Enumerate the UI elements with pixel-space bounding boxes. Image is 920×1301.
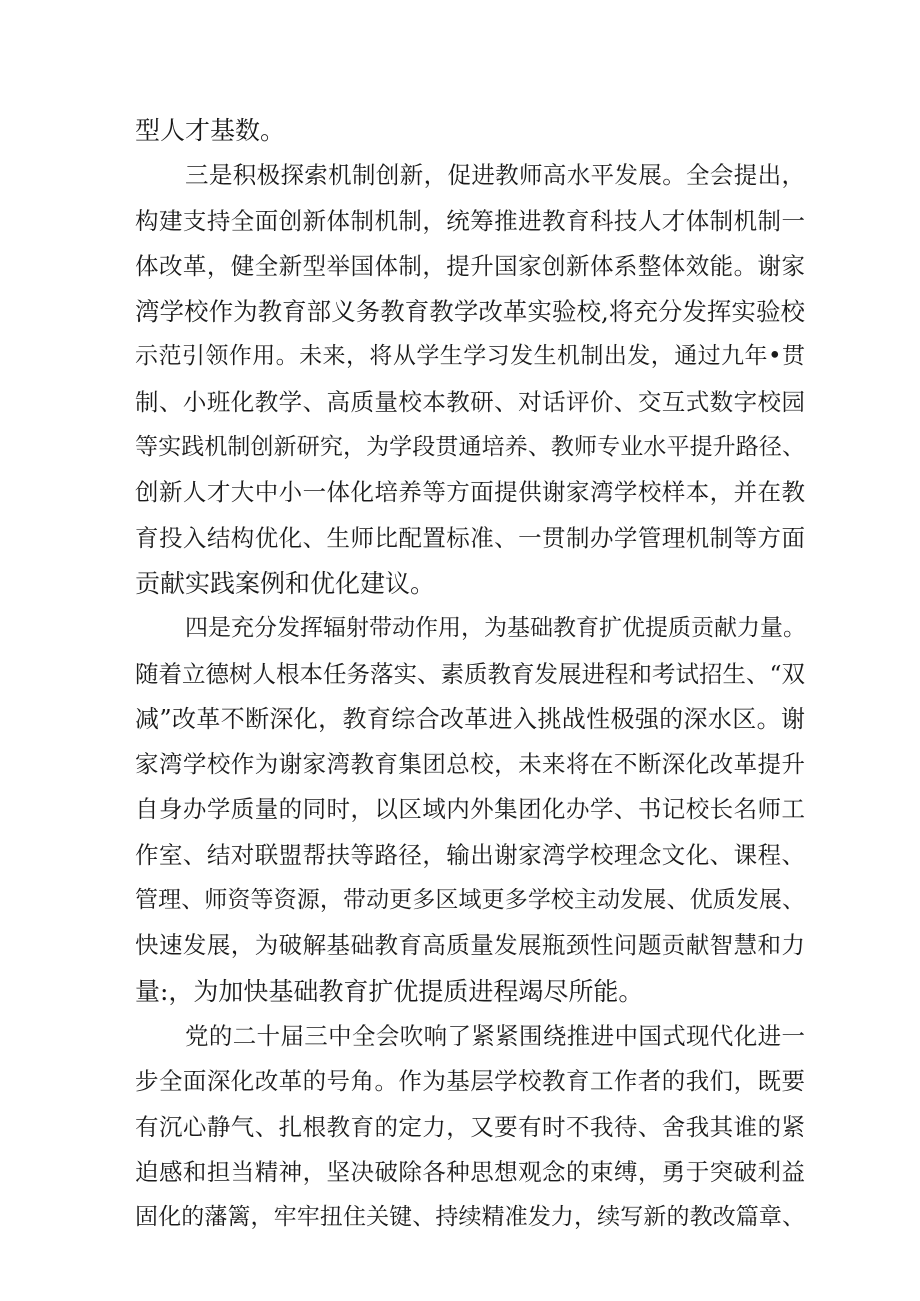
text-line: 随着立德树人根本任务落实、素质教育发展进程和考试招生、“双 bbox=[135, 659, 806, 688]
body-text bbox=[135, 108, 805, 1240]
text-line: 等实践机制创新研究，为学段贯通培养、教师专业水平提升路径、 bbox=[135, 434, 805, 461]
text-line: 构建支持全面创新体制机制，统筹推进教育科技人才体制机制一 bbox=[135, 206, 805, 235]
text-line: 有沉心静气、扎根教育的定力，又要有时不我待、舍我其谁的紧 bbox=[135, 1112, 805, 1141]
text-line: 型人才基数。 bbox=[135, 116, 286, 145]
text-line: 迫感和担当精神，坚决破除各种思想观念的束缚，勇于突破利益 bbox=[135, 1157, 805, 1186]
text-line: 示范引领作用。未来，将从学生学习发生机制出发，通过九年•贯 bbox=[135, 343, 805, 370]
text-line: 体改革，健全新型举国体制，提升国家创新体系整体效能。谢家 bbox=[135, 251, 805, 280]
paragraph-first-line: 三是积极探索机制创新，促进教师高水平发展。全会提出， bbox=[185, 161, 805, 190]
text-line: 步全面深化改革的号角。作为基层学校教育工作者的我们，既要 bbox=[135, 1067, 805, 1096]
text-line: 快速发展，为破解基础教育高质量发展瓶颈性问题贡献智慧和力 bbox=[135, 931, 805, 960]
text-line: 家湾学校作为谢家湾教育集团总校，未来将在不断深化改革提升 bbox=[135, 750, 805, 779]
text-line: 管理、师资等资源，带动更多区域更多学校主动发展、优质发展、 bbox=[135, 887, 805, 914]
text-line: 作室、结对联盟帮扶等路径，输出谢家湾学校理念文化、课程、 bbox=[135, 840, 805, 869]
text-line: 湾学校作为教育部义务教育教学改革实验校,将充分发挥实验校 bbox=[135, 297, 805, 327]
text-line: 量:，为加快基础教育扩优提质进程竭尽所能。 bbox=[135, 976, 644, 1006]
text-line: 减”改革不断深化，教育综合改革进入挑战性极强的深水区。谢 bbox=[135, 704, 805, 733]
paragraph-first-line: 党的二十届三中全会吹响了紧紧围绕推进中国式现代化进一 bbox=[185, 1021, 805, 1050]
text-line: 育投入结构优化、生师比配置标准、一贯制办学管理机制等方面 bbox=[135, 523, 805, 552]
paragraph-first-line: 四是充分发挥辐射带动作用，为基础教育扩优提质贡献力量。 bbox=[185, 615, 806, 642]
text-line: 制、小班化教学、高质量校本教研、对话评价、交互式数字校园 bbox=[135, 387, 805, 416]
text-line: 创新人才大中小一体化培养等方面提供谢家湾学校样本，并在教 bbox=[135, 478, 805, 507]
text-line: 自身办学质量的同时，以区域内外集团化办学、书记校长名师工 bbox=[135, 795, 805, 824]
text-line: 固化的藩篱，牢牢扭住关键、持续精准发力，续写新的教改篇章、 bbox=[135, 1204, 805, 1231]
text-line: 贡献实践案例和优化建议。 bbox=[135, 568, 436, 598]
